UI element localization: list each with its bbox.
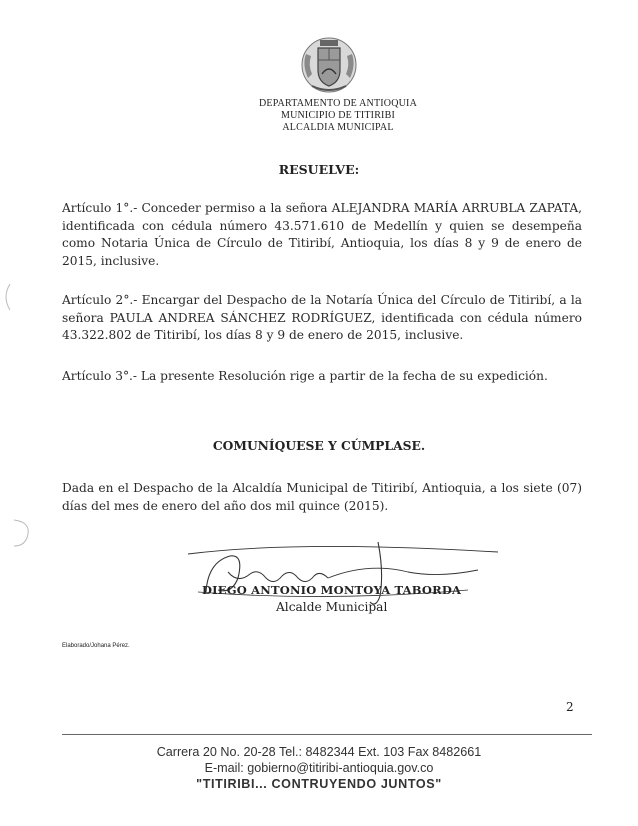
scan-hole-mark [2,518,32,548]
header-municipality: MUNICIPIO DE TITIRIBI [280,110,395,121]
dada-paragraph: Dada en el Despacho de la Alcaldía Municipal de Titiribí, Antioquia, a los siete (07) días del mes de enero del año dos mil quince (2015). [62,481,582,513]
page-number: 2 [566,700,574,714]
comuniquese-heading: COMUNÍQUESE Y CÚMPLASE. [212,438,426,453]
resuelve-heading: RESUELVE: [278,162,360,177]
article-3: Artículo 3°.- La presente Resolución rige a partir de la fecha de su expedición. [62,369,548,383]
prepared-by-note: Elaborado/Johana Pérez. [62,643,130,649]
footer [0,744,638,792]
signer-title: Alcalde Municipal [276,600,388,614]
header-office: ALCALDIA MUNICIPAL [282,122,394,133]
footer-divider [62,734,592,735]
letterhead [200,98,476,134]
article-2: Artículo 2°.- Encargar del Despacho de la Notaría Única del Círculo de Titiribí, a la señora PAULA ANDREA SÁNCHEZ RODRÍGUEZ, identificada con cédula número 43.322.802 de Titiribí, los días 8 y 9 de enero de 2015, inclusive. [62,293,582,342]
scan-edge-mark [0,282,12,312]
coat-of-arms-icon [298,34,360,96]
footer-email: E-mail: gobierno@titiribi-antioquia.gov.co [204,761,434,775]
footer-address: Carrera 20 No. 20-28 Tel.: 8482344 Ext. 103 Fax 8482661 [156,745,482,759]
article-1: Artículo 1°.- Conceder permiso a la señora ALEJANDRA MARÍA ARRUBLA ZAPATA, identificada con cédula número 43.571.610 de Medellín y quien se desempeña como Notaria Única de Círculo de Titiribí, Antioquia, los días 8 y 9 de enero de 2015, inclusive. [62,201,582,268]
signer-name: DIEGO ANTONIO MONTOYA TABORDA [202,583,462,597]
header-department: DEPARTAMENTO DE ANTIOQUIA [258,98,418,109]
footer-slogan: "TITIRIBI... CONTRUYENDO JUNTOS" [196,777,442,791]
